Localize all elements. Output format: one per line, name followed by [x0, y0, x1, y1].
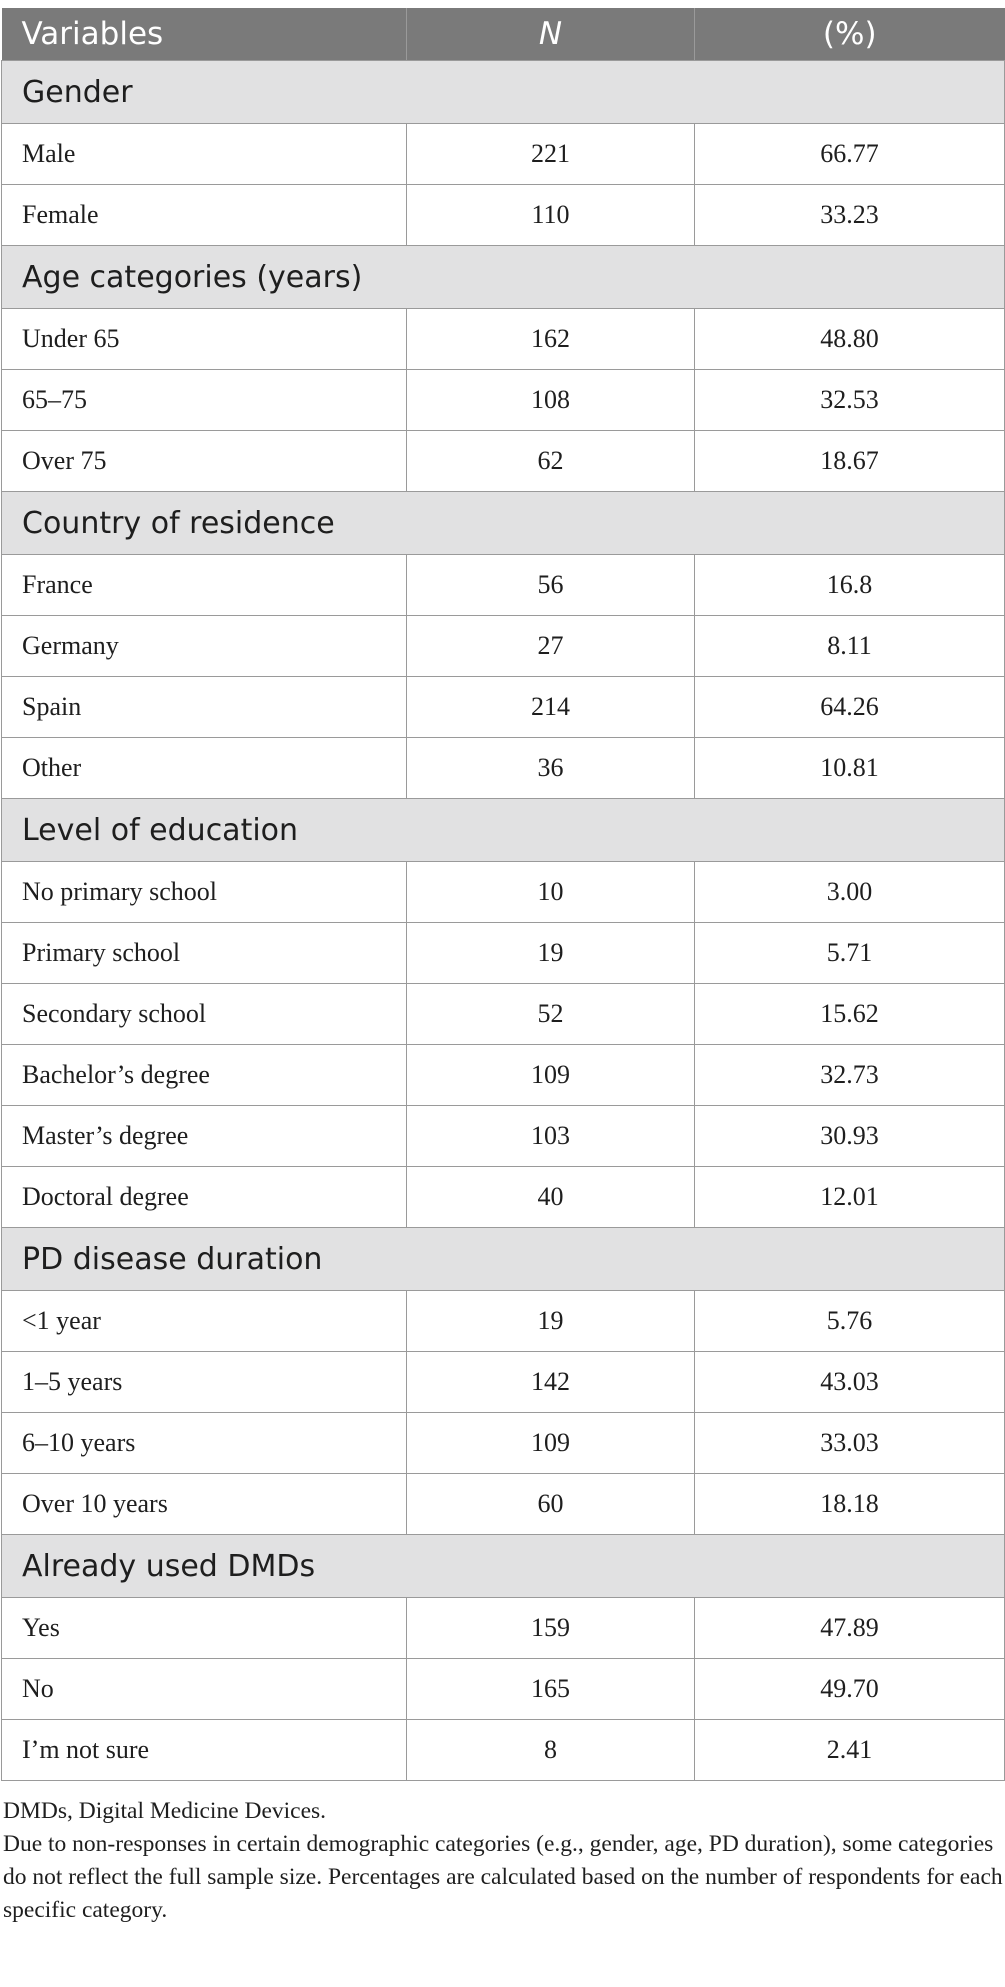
- row-n-value: 19: [407, 1291, 695, 1352]
- section-header-row: [2, 61, 1005, 124]
- row-percent-value: 3.00: [695, 862, 1005, 923]
- row-label: France: [2, 555, 407, 616]
- table-row: [2, 1167, 1005, 1228]
- row-n-value: 10: [407, 862, 695, 923]
- row-label: Master’s degree: [2, 1106, 407, 1167]
- row-label: I’m not sure: [2, 1720, 407, 1781]
- table-row: [2, 431, 1005, 492]
- row-n-value: 110: [407, 185, 695, 246]
- row-percent-value: 16.8: [695, 555, 1005, 616]
- row-n-value: 165: [407, 1659, 695, 1720]
- header-percent: (%): [695, 8, 1005, 61]
- table-row: [2, 923, 1005, 984]
- section-title: Level of education: [2, 799, 1005, 862]
- row-n-value: 56: [407, 555, 695, 616]
- row-n-value: 36: [407, 738, 695, 799]
- row-percent-value: 32.53: [695, 370, 1005, 431]
- table-row: [2, 1474, 1005, 1535]
- row-label: Under 65: [2, 309, 407, 370]
- row-percent-value: 32.73: [695, 1045, 1005, 1106]
- header-variables: Variables: [2, 8, 407, 61]
- row-n-value: 60: [407, 1474, 695, 1535]
- row-label: Secondary school: [2, 984, 407, 1045]
- row-label: Doctoral degree: [2, 1167, 407, 1228]
- note-nonresponse: Due to non-responses in certain demographic categories (e.g., gender, age, PD duration), some categories do not reflect the full sample size. Percentages are calculated based on the number of respondents for each specific category.: [3, 1831, 1003, 1923]
- row-label: 1–5 years: [2, 1352, 407, 1413]
- table-row: [2, 1352, 1005, 1413]
- table-row: [2, 555, 1005, 616]
- row-n-value: 27: [407, 616, 695, 677]
- table-row: [2, 1106, 1005, 1167]
- row-n-value: 221: [407, 124, 695, 185]
- table-row: [2, 738, 1005, 799]
- row-n-value: 62: [407, 431, 695, 492]
- row-percent-value: 33.23: [695, 185, 1005, 246]
- table-row: [2, 1045, 1005, 1106]
- section-header-row: [2, 492, 1005, 555]
- section-title: PD disease duration: [2, 1228, 1005, 1291]
- table-row: [2, 185, 1005, 246]
- row-n-value: 109: [407, 1413, 695, 1474]
- row-percent-value: 12.01: [695, 1167, 1005, 1228]
- row-n-value: 8: [407, 1720, 695, 1781]
- row-n-value: 142: [407, 1352, 695, 1413]
- section-header-row: [2, 1228, 1005, 1291]
- row-percent-value: 18.18: [695, 1474, 1005, 1535]
- section-title: Already used DMDs: [2, 1535, 1005, 1598]
- row-label: Male: [2, 124, 407, 185]
- row-label: Bachelor’s degree: [2, 1045, 407, 1106]
- row-percent-value: 5.71: [695, 923, 1005, 984]
- row-percent-value: 18.67: [695, 431, 1005, 492]
- table-container: [1, 8, 1004, 1927]
- section-title: Gender: [2, 61, 1005, 124]
- row-n-value: 162: [407, 309, 695, 370]
- row-label: Yes: [2, 1598, 407, 1659]
- row-label: Spain: [2, 677, 407, 738]
- row-label: Female: [2, 185, 407, 246]
- table-row: [2, 370, 1005, 431]
- row-percent-value: 66.77: [695, 124, 1005, 185]
- row-n-value: 52: [407, 984, 695, 1045]
- row-label: Over 75: [2, 431, 407, 492]
- row-label: 6–10 years: [2, 1413, 407, 1474]
- row-percent-value: 15.62: [695, 984, 1005, 1045]
- header-row: [2, 8, 1005, 61]
- section-header-row: [2, 246, 1005, 309]
- table-row: [2, 309, 1005, 370]
- row-n-value: 40: [407, 1167, 695, 1228]
- table-row: [2, 862, 1005, 923]
- row-label: Other: [2, 738, 407, 799]
- header-n: N: [407, 8, 695, 61]
- row-label: Primary school: [2, 923, 407, 984]
- table-row: [2, 677, 1005, 738]
- table-body: [2, 61, 1005, 1781]
- row-label: Germany: [2, 616, 407, 677]
- table-row: [2, 1720, 1005, 1781]
- table-row: [2, 1598, 1005, 1659]
- section-title: Country of residence: [2, 492, 1005, 555]
- row-percent-value: 47.89: [695, 1598, 1005, 1659]
- table-row: [2, 984, 1005, 1045]
- table-row: [2, 1291, 1005, 1352]
- row-percent-value: 8.11: [695, 616, 1005, 677]
- row-n-value: 19: [407, 923, 695, 984]
- table-row: [2, 616, 1005, 677]
- row-label: 65–75: [2, 370, 407, 431]
- row-percent-value: 10.81: [695, 738, 1005, 799]
- row-n-value: 159: [407, 1598, 695, 1659]
- section-header-row: [2, 1535, 1005, 1598]
- row-percent-value: 5.76: [695, 1291, 1005, 1352]
- row-percent-value: 48.80: [695, 309, 1005, 370]
- row-n-value: 103: [407, 1106, 695, 1167]
- note-abbreviation: DMDs, Digital Medicine Devices.: [3, 1798, 327, 1824]
- section-header-row: [2, 799, 1005, 862]
- row-percent-value: 2.41: [695, 1720, 1005, 1781]
- table-row: [2, 124, 1005, 185]
- row-n-value: 214: [407, 677, 695, 738]
- row-percent-value: 33.03: [695, 1413, 1005, 1474]
- table-row: [2, 1413, 1005, 1474]
- row-label: No primary school: [2, 862, 407, 923]
- demographics-table: [1, 8, 1005, 1781]
- row-label: No: [2, 1659, 407, 1720]
- row-percent-value: 30.93: [695, 1106, 1005, 1167]
- row-n-value: 109: [407, 1045, 695, 1106]
- table-notes: [1, 1795, 1004, 1927]
- row-label: Over 10 years: [2, 1474, 407, 1535]
- row-percent-value: 43.03: [695, 1352, 1005, 1413]
- row-n-value: 108: [407, 370, 695, 431]
- table-row: [2, 1659, 1005, 1720]
- section-title: Age categories (years): [2, 246, 1005, 309]
- row-label: <1 year: [2, 1291, 407, 1352]
- row-percent-value: 64.26: [695, 677, 1005, 738]
- row-percent-value: 49.70: [695, 1659, 1005, 1720]
